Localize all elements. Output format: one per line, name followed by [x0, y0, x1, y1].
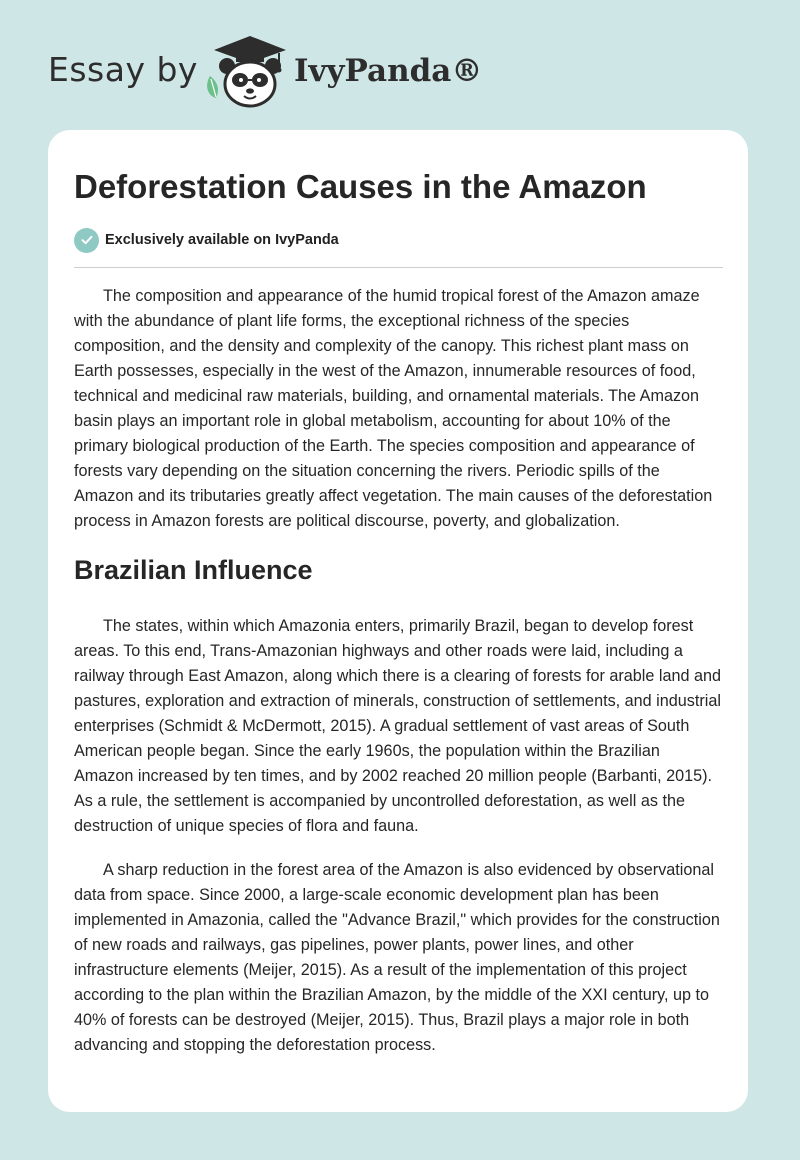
intro-paragraph: The composition and appearance of the humid tropical forest of the Amazon amaze with the abundance of plant life forms, the exceptional richness of the species composition, and the density and complexity of the canopy. This richest plant mass on Earth possesses, especially in the west of the Amazon, innumerable resources of food, technical and medicinal raw materials, building, and ornamental materials. The Amazon basin plays an important role in global metabolism, accounting for about 10% of the primary biological production of the Earth. The species composition and appearance of forests vary depending on the situation concerning the rivers. Periodic spills of the Amazon and its tributaries greatly affect vegetation. The main causes of the deforestation process in Amazon forests are political discourse, poverty, and globalization.: [74, 287, 713, 530]
site-header: [48, 30, 508, 110]
section-heading: Brazilian Influence: [74, 555, 313, 585]
essay-card: [48, 130, 748, 1112]
page-title: Deforestation Causes in the Amazon: [74, 168, 647, 205]
badge-label: Exclusively available on IvyPanda: [105, 232, 339, 248]
panda-graduate-icon[interactable]: [200, 30, 292, 110]
essay-by-label: Essay by: [48, 50, 198, 89]
divider: [74, 267, 723, 268]
brand-name[interactable]: IvyPanda®: [294, 53, 483, 89]
check-icon: [74, 228, 99, 253]
section-paragraph: The states, within which Amazonia enters, primarily Brazil, began to develop forest areas. To this end, Trans-Amazonian highways and other roads were laid, including a railway through East Amazon, along which there is a clearing of forests for arable land and pastures, exploration and extraction of minerals, construction of settlements, and industrial enterprises (Schmidt & McDermott, 2015). A gradual settlement of vast areas of South American people began. Since the early 1960s, the population within the Brazilian Amazon increased by ten times, and by 2002 reached 20 million people (Barbanti, 2015). As a rule, the settlement is accompanied by uncontrolled deforestation, as well as the destruction of unique species of flora and fauna.: [74, 617, 721, 835]
exclusive-badge: [74, 227, 722, 253]
section-paragraph: A sharp reduction in the forest area of the Amazon is also evidenced by observational data from space. Since 2000, a large-scale economic development plan has been implemented in Amazonia, called the "Advance Brazil," which provides for the construction of new roads and railways, gas pipelines, power plants, power lines, and other infrastructure elements (Meijer, 2015). As a result of the implementation of this project according to the plan within the Brazilian Amazon, by the middle of the XXI century, up to 40% of forests can be destroyed (Meijer, 2015). Thus, Brazil plays a major role in both advancing and stopping the deforestation process.: [74, 861, 720, 1054]
